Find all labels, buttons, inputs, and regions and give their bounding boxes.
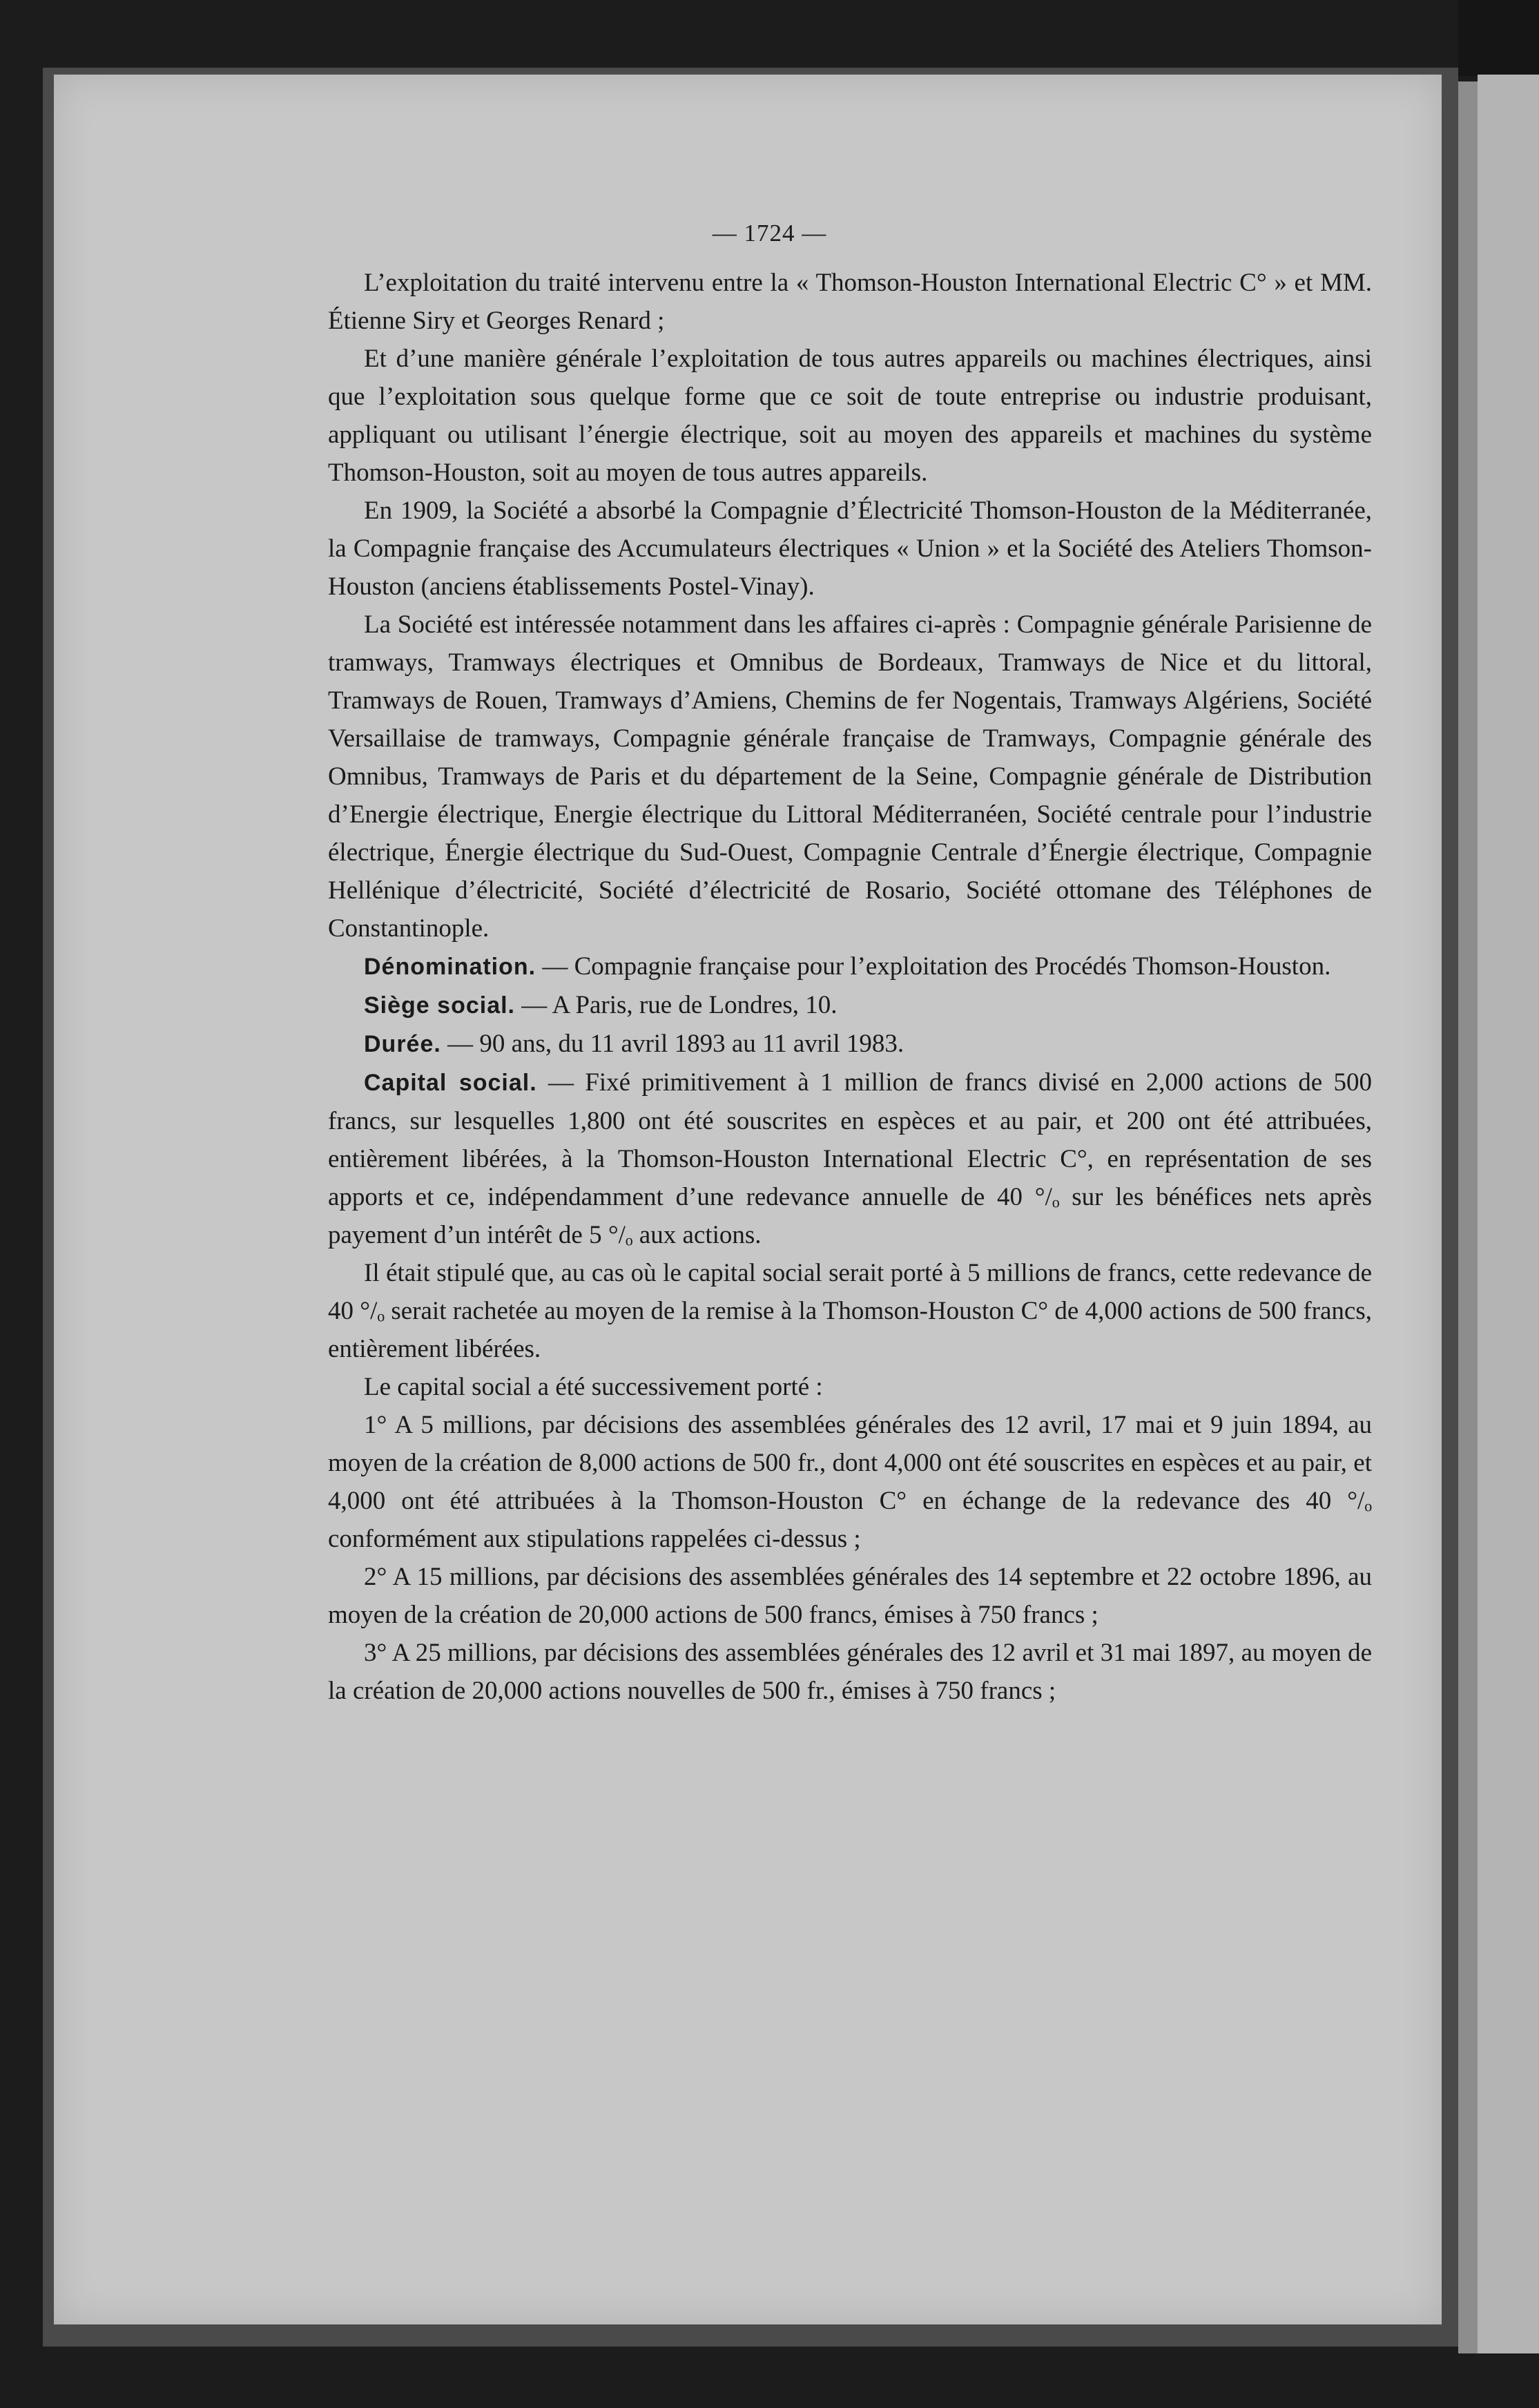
paragraph: La Société est intéressée notamment dans les affaires ci-après : Compagnie générale Parisienne de tramways, Tramways électriques et Omnibus de Bordeaux, Tramways de Nice et du littoral, Tramways de Rouen, Tramways d’Amiens, Chemins de fer Nogentais, Tramways Algériens, Société Versaillaise de tramways, Compagnie générale française de Tramways, Compagnie générale des Omnibus, Tramways de Paris et du département de la Seine, Compagnie générale de Distribution d’Energie électrique, Energie électrique du Littoral Méditerranéen, Société centrale pour l’industrie électrique, Énergie électrique du Sud-Ouest, Compagnie Centrale d’Énergie électrique, Compagnie Hellénique d’électricité, Société d’électricité de Rosario, Société ottomane des Téléphones de Constantinople. bbox=[328, 610, 1372, 943]
paragraph: 1° A 5 millions, par décisions des assemblées générales des 12 avril, 17 mai et 9 juin 1894, au moyen de la création de 8,000 actions de 500 fr., dont 4,000 ont été souscrites en espèces et au pair, et 4,000 ont été attribuées à la Thomson-Houston C° en échange de la redevance des 40 °/ₒ conformément aux stipulations rappelées ci-dessus ; bbox=[328, 1411, 1372, 1553]
duree-text: — 90 ans, du 11 avril 1893 au 11 avril 1983. bbox=[441, 1030, 904, 1058]
paragraph: 2° A 15 millions, par décisions des assemblées générales des 14 septembre et 22 octobre 1896, au moyen de la création de 20,000 actions de 500 francs, émises à 750 francs ; bbox=[328, 1563, 1372, 1629]
siege-paragraph bbox=[328, 986, 1372, 1025]
paragraph: 3° A 25 millions, par décisions des assemblées générales des 12 avril et 31 mai 1897, au moyen de la création de 20,000 actions nouvelles de 500 fr., émises à 750 francs ; bbox=[328, 1639, 1372, 1705]
siege-text: — A Paris, rue de Londres, 10. bbox=[515, 991, 838, 1019]
paragraph: En 1909, la Société a absorbé la Compagnie d’Électricité Thomson-Houston de la Méditerranée, la Compagnie française des Accumulateurs électriques « Union » et la Société des Ateliers Thomson-Houston (anciens établissements Postel-Vinay). bbox=[328, 497, 1372, 601]
page-number: — 1724 — bbox=[712, 220, 827, 247]
paragraph: Le capital social a été successivement porté : bbox=[364, 1373, 823, 1401]
adjacent-page bbox=[1478, 75, 1539, 2353]
capital-text: — Fixé primitivement à 1 million de francs divisé en 2,000 actions de 500 francs, sur lesquelles 1,800 ont été souscrites en espèces et au pair, et 200 ont été attribuées, entièrement libérées, à la Thomson-Houston International Electric C°, en représentation de ses apports et ce, indépendamment d’une redevance annuelle de 40 °/ₒ sur les bénéfices nets après payement d’un intérêt de 5 °/ₒ aux actions. bbox=[328, 1068, 1372, 1249]
book-binding bbox=[1458, 0, 1539, 76]
duree-label: Durée. bbox=[364, 1031, 441, 1057]
body-text bbox=[328, 264, 1372, 1710]
denomination-label: Dénomination. bbox=[364, 954, 536, 980]
siege-label: Siège social. bbox=[364, 992, 515, 1019]
duree-paragraph bbox=[328, 1025, 1372, 1063]
paragraph: L’exploitation du traité intervenu entre la « Thomson-Houston International Electric C° » et MM. Étienne Siry et Georges Renard ; bbox=[328, 269, 1372, 335]
page-edge bbox=[1458, 81, 1479, 2353]
denomination-paragraph bbox=[328, 947, 1372, 986]
denomination-text: — Compagnie française pour l’exploitation des Procédés Thomson-Houston. bbox=[536, 952, 1331, 981]
paragraph: Il était stipulé que, au cas où le capital social serait porté à 5 millions de francs, cette redevance de 40 °/ₒ serait rachetée au moyen de la remise à la Thomson-Houston C° de 4,000 actions de 500 francs, entièrement libérées. bbox=[328, 1259, 1372, 1363]
paragraph: Et d’une manière générale l’exploitation de tous autres appareils ou machines électriques, ainsi que l’exploitation sous quelque forme que ce soit de toute entreprise ou industrie produisant, appliquant ou utilisant l’énergie électrique, soit au moyen des appareils et machines du système Thomson-Houston, soit au moyen de tous autres appareils. bbox=[328, 345, 1372, 487]
capital-paragraph bbox=[328, 1063, 1372, 1254]
capital-label: Capital social. bbox=[364, 1070, 537, 1096]
